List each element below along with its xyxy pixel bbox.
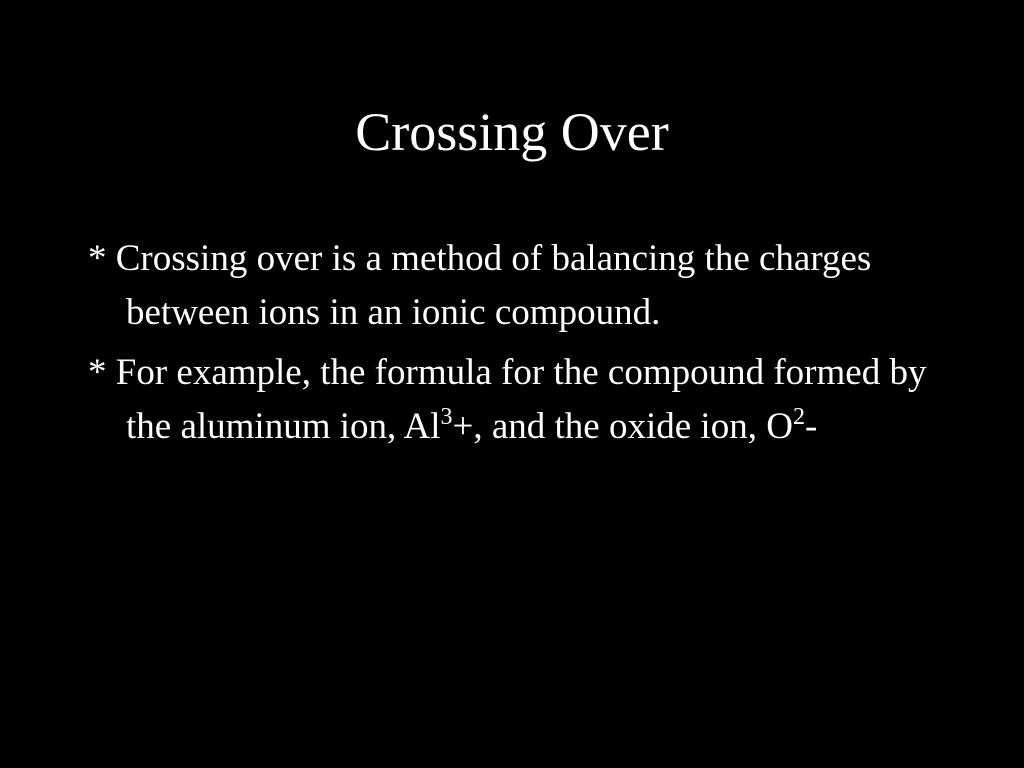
bullet-text-part: * For example, the formula for the compound formed by the aluminum ion, Al [88, 352, 927, 447]
bullet-text: * Crossing over is a method of balancing the charges between ions in an ionic compound. [88, 238, 872, 333]
bullet-crossing-over-definition [88, 232, 968, 340]
bullet-text-part: - [804, 406, 818, 447]
bullet-example [88, 346, 968, 454]
slide-title: Crossing Over [355, 102, 669, 162]
bullet-text-part: +, and the oxide ion, O [452, 406, 793, 447]
slide-body [88, 232, 968, 460]
oxide-charge-superscript: 2 [792, 404, 805, 430]
aluminum-charge-superscript: 3 [440, 404, 453, 430]
